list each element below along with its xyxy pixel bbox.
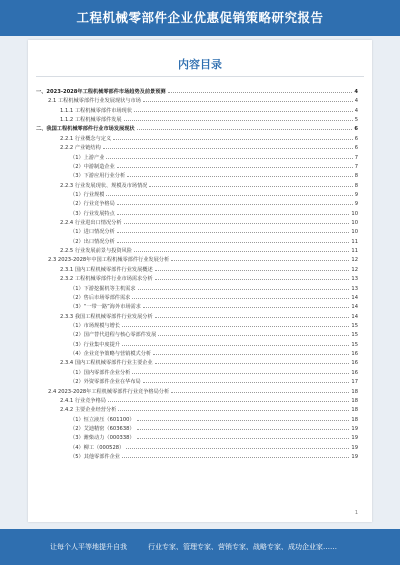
toc-entry-page: 8	[354, 182, 358, 189]
toc-entry-page: 10	[351, 220, 358, 227]
toc-leader-dots	[155, 279, 350, 280]
toc-entry-text: （1）恒立液压（601100）	[70, 416, 135, 423]
toc-entry-text: 2.2.5 行业发展前景与投资风险	[60, 248, 132, 255]
toc-entry[interactable]	[36, 388, 358, 397]
toc-entry-text: 2.3.1 国内工程机械零部件行业发展概述	[60, 266, 153, 273]
toc-entry[interactable]	[36, 247, 358, 256]
toc-leader-dots	[134, 111, 353, 112]
toc-entry[interactable]	[36, 303, 358, 312]
toc-leader-dots	[143, 382, 350, 383]
toc-entry[interactable]	[36, 453, 358, 462]
toc-entry-text: 2.3.2 工程机械零部件行业市场需求分析	[60, 276, 153, 283]
toc-entry[interactable]	[36, 144, 358, 153]
toc-entry-page: 14	[351, 294, 358, 301]
toc-entry-text: （2）行业竞争格局	[70, 201, 115, 208]
toc-entry-text: 2.3.4 国内工程机械零部件行业主要企业	[60, 360, 153, 367]
toc-entry-text: （3）潍柴动力（000338）	[70, 435, 135, 442]
toc-entry-page: 4	[354, 89, 358, 95]
toc-entry-page: 8	[354, 173, 358, 180]
toc-leader-dots	[171, 260, 349, 261]
toc-entry[interactable]	[36, 200, 358, 209]
toc-entry[interactable]	[36, 378, 358, 387]
toc-entry-text: 2.2.3 行业发展现状、规模及市场情况	[60, 182, 148, 189]
toc-entry-page: 14	[351, 304, 358, 311]
toc-entry-text: 2.2.2 产业链结构	[60, 145, 101, 152]
page-header	[0, 0, 400, 36]
toc-leader-dots	[117, 232, 350, 233]
toc-leader-dots	[138, 289, 350, 290]
toc-entry-text: （4）柳工（000528）	[70, 444, 125, 451]
toc-leader-dots	[118, 410, 349, 411]
toc-entry-page: 10	[351, 229, 358, 236]
toc-entry[interactable]	[36, 331, 358, 340]
toc-entry-text: （2）艾迪精密（603638）	[70, 425, 135, 432]
toc-leader-dots	[137, 129, 353, 130]
toc-entry-text: （3）下游应用行业分析	[70, 173, 126, 180]
toc-entry-text: （3）行业发展特点	[70, 210, 115, 217]
toc-entry-page: 11	[351, 238, 358, 245]
toc-leader-dots	[122, 457, 349, 458]
toc-entry[interactable]	[36, 285, 358, 294]
toc-leader-dots	[108, 401, 349, 402]
toc-entry[interactable]	[36, 210, 358, 219]
toc-entry-text: （4）企业竞争策略与营销模式分析	[70, 351, 152, 358]
toc-entry-page: 5	[354, 117, 358, 124]
document-page	[28, 40, 372, 522]
toc-entry-page: 9	[354, 201, 358, 208]
toc-entry-page: 17	[351, 379, 358, 386]
toc-entry-text: 2.4 2023-2028年工程机械零部件行业竞争格局分析	[48, 388, 170, 395]
toc-entry[interactable]	[36, 154, 358, 163]
toc-leader-dots	[168, 92, 353, 93]
toc-heading: 内容目录	[178, 58, 222, 71]
toc-leader-dots	[134, 251, 349, 252]
toc-entry-text: 2.3 2023-2028年中国工程机械零部件行业发展分析	[48, 257, 170, 264]
toc-leader-dots	[103, 148, 353, 149]
toc-entry-page: 19	[351, 444, 358, 451]
toc-entry[interactable]	[36, 350, 358, 359]
toc-entry[interactable]	[36, 266, 358, 275]
toc-entry-text: （2）售后市场零部件需求	[70, 294, 131, 301]
footer-experts: 行业专家、管理专家、营销专家、战略专家、成功企业家……	[148, 543, 337, 551]
toc-entry[interactable]	[36, 182, 358, 191]
toc-entry[interactable]	[36, 97, 358, 106]
toc-entry[interactable]	[36, 322, 358, 331]
toc-divider	[36, 76, 364, 77]
toc-leader-dots	[137, 420, 350, 421]
toc-entry-text: （3）“一带一路”海外市场需求	[70, 304, 141, 311]
toc-entry-text: （1）行业规模	[70, 191, 105, 198]
toc-entry[interactable]	[36, 135, 358, 144]
toc-entry[interactable]	[36, 163, 358, 172]
toc-entry-text: 1.1.2 工程机械零部件发展	[60, 117, 122, 124]
toc-leader-dots	[124, 120, 353, 121]
toc-list	[36, 88, 358, 462]
toc-entry-text: （1）进口情况分析	[70, 229, 115, 236]
toc-entry-page: 12	[351, 266, 358, 273]
toc-entry-text: （2）出口情况分析	[70, 238, 115, 245]
toc-entry[interactable]	[36, 228, 358, 237]
toc-entry-page: 16	[351, 360, 358, 367]
toc-leader-dots	[117, 214, 350, 215]
toc-entry-text: 2.2.1 行业概念与定义	[60, 135, 112, 142]
toc-entry-page: 18	[351, 388, 358, 395]
toc-entry-page: 19	[351, 454, 358, 461]
toc-entry-page: 11	[351, 248, 358, 255]
toc-entry-page: 19	[351, 425, 358, 432]
toc-leader-dots	[132, 298, 349, 299]
toc-leader-dots	[153, 354, 349, 355]
toc-leader-dots	[106, 158, 352, 159]
toc-entry-page: 19	[351, 435, 358, 442]
toc-entry-page: 16	[351, 369, 358, 376]
toc-entry[interactable]	[36, 191, 358, 200]
toc-entry[interactable]	[36, 444, 358, 453]
toc-leader-dots	[155, 270, 350, 271]
toc-entry-page: 18	[351, 407, 358, 414]
toc-entry-page: 14	[351, 313, 358, 320]
toc-entry-page: 6	[354, 126, 358, 133]
toc-entry-page: 6	[354, 145, 358, 152]
toc-entry-page: 18	[351, 397, 358, 404]
toc-leader-dots	[117, 204, 353, 205]
toc-leader-dots	[132, 373, 349, 374]
toc-entry-page: 4	[354, 107, 358, 114]
toc-entry[interactable]	[36, 369, 358, 378]
toc-entry[interactable]	[36, 238, 358, 247]
toc-entry-text: 1.1.1 工程机械零部件市场现状	[60, 107, 132, 114]
toc-entry-text: 二、我国工程机械零部件行业市场发展现状	[36, 126, 135, 133]
toc-leader-dots	[122, 345, 349, 346]
footer-slogan: 让每个人平等地提升自我	[50, 543, 127, 551]
toc-entry-text: （2）中游制造企业	[70, 163, 115, 170]
toc-entry[interactable]	[36, 425, 358, 434]
toc-entry-page: 18	[351, 416, 358, 423]
toc-leader-dots	[155, 363, 350, 364]
toc-entry-page: 9	[354, 191, 358, 198]
toc-entry[interactable]	[36, 416, 358, 425]
toc-entry-page: 16	[351, 351, 358, 358]
toc-leader-dots	[117, 167, 353, 168]
toc-leader-dots	[117, 242, 350, 243]
report-title: 工程机械零部件企业优惠促销策略研究报告	[76, 10, 324, 25]
toc-entry-text: （1）国内零部件企业分析	[70, 369, 131, 376]
toc-entry-text: （2）国产替代进程与核心零部件发展	[70, 332, 157, 339]
toc-entry-page: 13	[351, 285, 358, 292]
toc-leader-dots	[143, 101, 353, 102]
toc-entry-page: 13	[351, 276, 358, 283]
toc-entry[interactable]	[36, 341, 358, 350]
toc-entry[interactable]	[36, 172, 358, 181]
toc-leader-dots	[143, 307, 349, 308]
toc-leader-dots	[127, 176, 353, 177]
toc-leader-dots	[155, 317, 350, 318]
toc-entry-text: （1）上游产业	[70, 154, 105, 161]
toc-entry[interactable]	[36, 125, 358, 134]
toc-entry-text: （1）下游挖掘机等主机需求	[70, 285, 136, 292]
toc-entry-text: 2.4.2 主要企业经营分析	[60, 407, 117, 414]
page-footer	[0, 529, 400, 565]
toc-entry[interactable]	[36, 294, 358, 303]
toc-entry-text: 2.4.1 行业竞争格局	[60, 397, 106, 404]
page-number: 1	[354, 510, 358, 516]
toc-leader-dots	[113, 139, 353, 140]
toc-entry-page: 15	[351, 332, 358, 339]
toc-entry-page: 7	[354, 154, 358, 161]
toc-leader-dots	[126, 448, 349, 449]
toc-entry-text: 2.2.4 行业进出口情况分析	[60, 220, 122, 227]
toc-entry-text: 2.3.3 我国工程机械零部件行业发展分析	[60, 313, 153, 320]
toc-entry-text: （5）其他零部件企业	[70, 454, 120, 461]
toc-entry[interactable]	[36, 88, 358, 97]
toc-entry[interactable]	[36, 107, 358, 116]
toc-entry[interactable]	[36, 275, 358, 284]
toc-entry-text: （1）市场规模与增长	[70, 322, 120, 329]
toc-leader-dots	[171, 392, 349, 393]
toc-entry[interactable]	[36, 406, 358, 415]
toc-entry-page: 10	[351, 210, 358, 217]
toc-entry-text: （3）行业集中度提升	[70, 341, 120, 348]
toc-leader-dots	[149, 186, 352, 187]
toc-leader-dots	[122, 326, 349, 327]
toc-entry[interactable]	[36, 313, 358, 322]
toc-leader-dots	[124, 223, 350, 224]
toc-entry[interactable]	[36, 434, 358, 443]
toc-entry[interactable]	[36, 256, 358, 265]
toc-entry[interactable]	[36, 359, 358, 368]
toc-entry-page: 7	[354, 163, 358, 170]
toc-entry-page: 15	[351, 322, 358, 329]
toc-entry-page: 4	[354, 98, 358, 105]
toc-entry-page: 12	[351, 257, 358, 264]
toc-entry[interactable]	[36, 397, 358, 406]
toc-entry[interactable]	[36, 219, 358, 228]
toc-entry-page: 6	[354, 135, 358, 142]
toc-entry-text: 一、2023-2028年工程机械零部件市场趋势及前景预测	[36, 89, 166, 95]
toc-leader-dots	[106, 195, 352, 196]
toc-leader-dots	[137, 438, 350, 439]
toc-entry[interactable]	[36, 116, 358, 125]
toc-entry-text: （2）外资零部件企业在华布局	[70, 379, 141, 386]
toc-leader-dots	[158, 335, 349, 336]
toc-entry-page: 15	[351, 341, 358, 348]
toc-entry-text: 2.1 工程机械零部件行业发展现状与市场	[48, 98, 141, 105]
toc-leader-dots	[137, 429, 350, 430]
